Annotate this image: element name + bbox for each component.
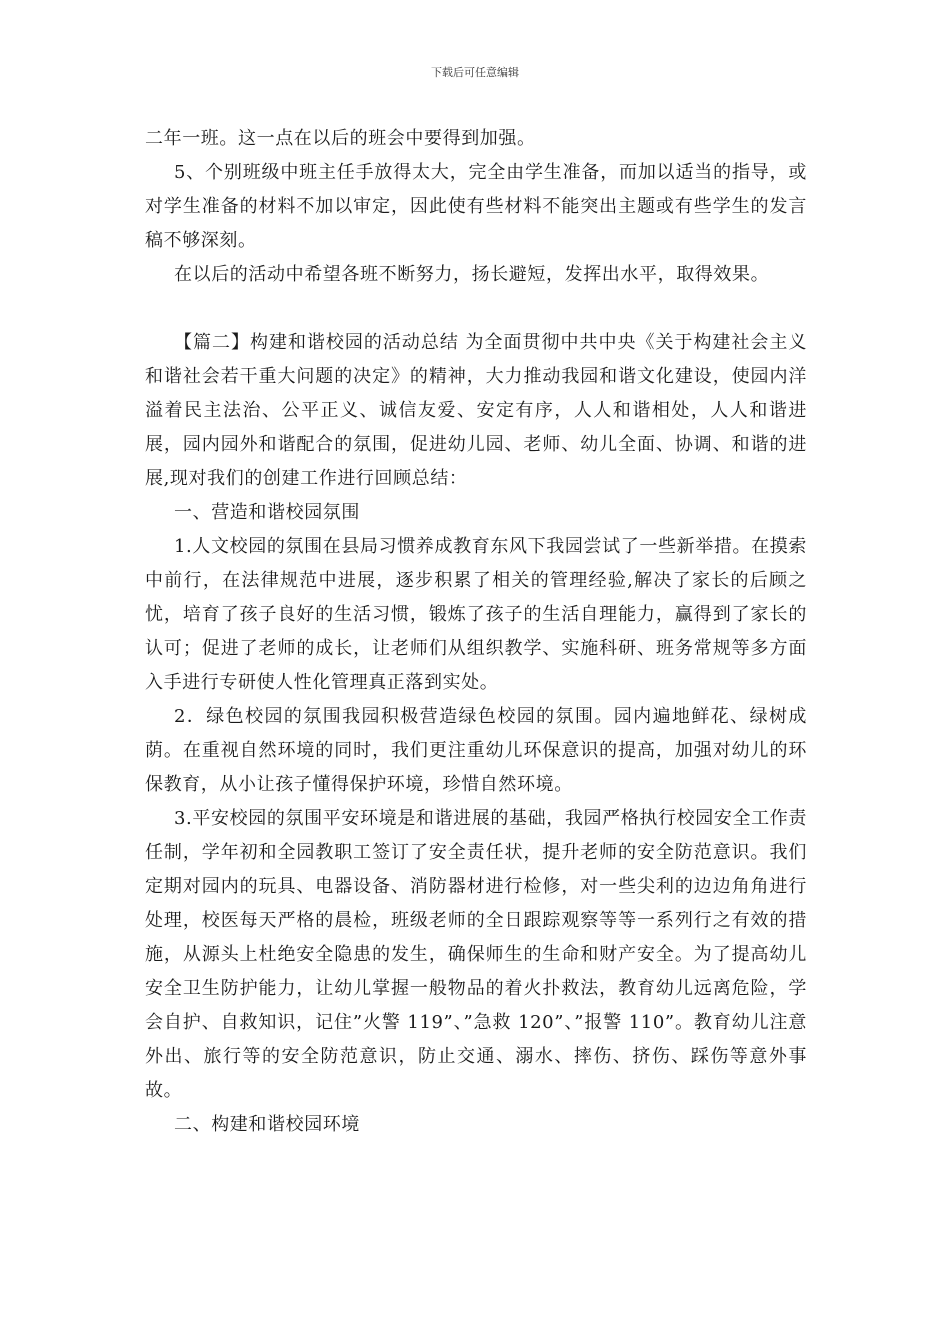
paragraph-continuation: 二年一班。这一点在以后的班会中要得到加强。 xyxy=(145,128,536,149)
paragraph-conclusion: 在以后的活动中希望各班不断努力，扬长避短，发挥出水平，取得效果。 xyxy=(174,264,770,285)
paragraph-humanistic-campus: 1.人文校园的氛围在县局习惯养成教育东风下我园尝试了一些新举措。在摸索中前行，在法律规范中进展，逐步积累了相关的管理经验,解决了家长的后顾之忧，培育了孩子良好的生活习惯，锻炼了孩子的生活自理能力，赢得到了家长的认可；促进了老师的成长，让老师们从组织教学、实施科研、班务常规等多方面入手进行专研使人性化管理真正落到实处。 xyxy=(145,536,807,693)
paragraph-green-campus: 2．绿色校园的氛围我园积极营造绿色校园的氛围。园内遍地鲜花、绿树成荫。在重视自然环境的同时，我们更注重幼儿环保意识的提高，加强对幼儿的环保教育，从小让孩子懂得保护环境，珍惜自然环境。 xyxy=(145,706,807,795)
paragraph-safe-campus: 3.平安校园的氛围平安环境是和谐进展的基础，我园严格执行校园安全工作责任制，学年初和全园教职工签订了安全责任状，提升老师的安全防范意识。我们定期对园内的玩具、电器设备、消防器材进行检修，对一些尖利的边边角角进行处理，校医每天严格的晨检，班级老师的全日跟踪观察等等一系列行之有效的措施，从源头上杜绝安全隐患的发生，确保师生的生命和财产安全。为了提高幼儿安全卫生防护能力，让幼儿掌握一般物品的着火扑救法，教育幼儿远离危险，学会自护、自救知识，记住”火警 119”、”急救 120”、”报警 110”。教育幼儿注意外出、旅行等的安全防范意识，防止交通、溺水、摔伤、挤伤、踩伤等意外事故。 xyxy=(145,808,807,1101)
document-body xyxy=(145,122,807,1142)
section-heading-2: 二、构建和谐校园环境 xyxy=(174,1114,360,1135)
paragraph-item-5: 5、个别班级中班主任手放得太大，完全由学生准备，而加以适当的指导，或对学生准备的材料不加以审定，因此使有些材料不能突出主题或有些学生的发言稿不够深刻。 xyxy=(145,162,807,251)
page-header: 下载后可任意编辑 xyxy=(431,66,519,79)
paragraph-section-two-intro: 【篇二】构建和谐校园的活动总结 为全面贯彻中共中央《关于构建社会主义和谐社会若干重大问题的决定》的精神，大力推动我园和谐文化建设，使园内洋溢着民主法治、公平正义、诚信友爱、安定有序，人人和谐相处，人人和谐进展，园内园外和谐配合的氛围，促进幼儿园、老师、幼儿全面、协调、和谐的进展,现对我们的创建工作进行回顾总结： xyxy=(145,332,807,489)
section-heading-1: 一、营造和谐校园氛围 xyxy=(174,502,360,523)
